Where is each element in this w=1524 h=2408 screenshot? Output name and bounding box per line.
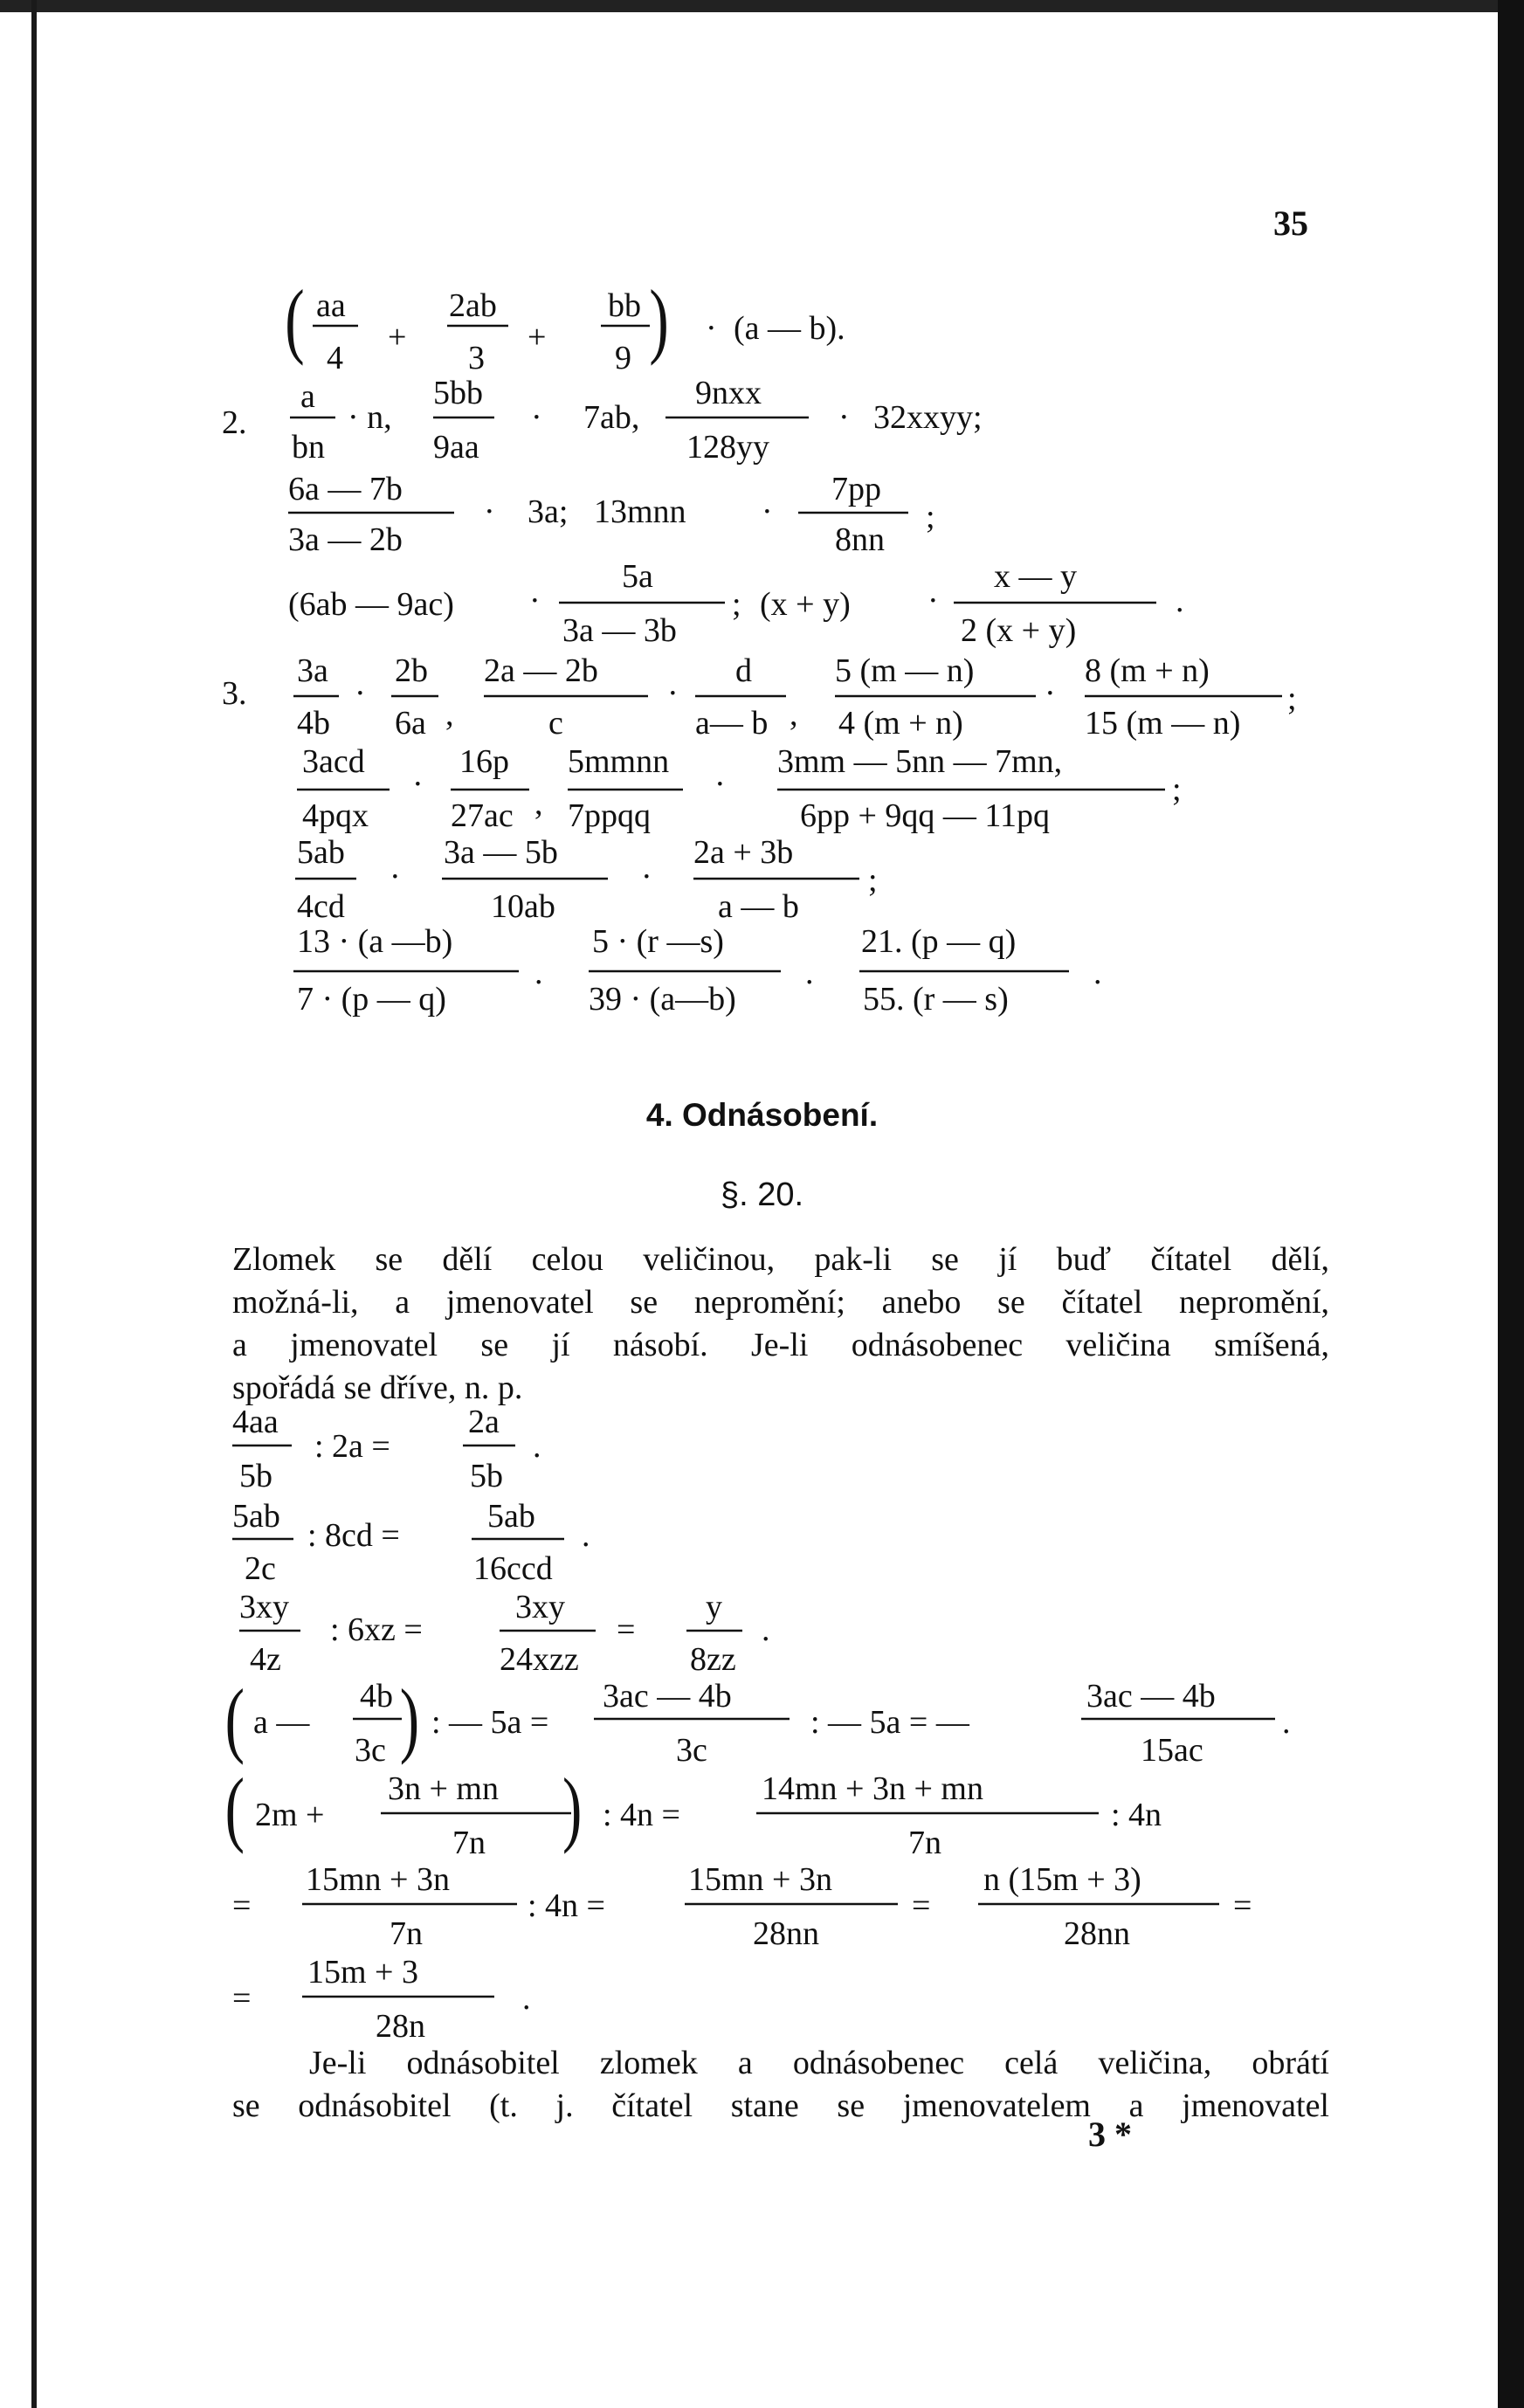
svg-text:14mn + 3n + mn: 14mn + 3n + mn [762,1770,983,1807]
example-1 [232,1404,541,1494]
svg-text:7pp: 7pp [831,471,881,507]
svg-text:13 · (a —b): 13 · (a —b) [297,923,453,960]
svg-text:: 4n =: : 4n = [603,1797,680,1833]
svg-text:7ppqq: 7ppqq [568,797,651,834]
svg-text:·: · [838,399,850,436]
svg-text:): ) [399,1672,420,1765]
svg-text:4: 4 [327,340,343,376]
paragraph-line: Je-li odnásobitel zlomek a odnásobenec celá veličina, obrátí [309,2045,1329,2081]
svg-text:bn: bn [292,429,325,466]
svg-text:13mnn: 13mnn [594,493,686,530]
svg-text:a: a [300,378,315,415]
example-7 [232,1954,531,2045]
svg-text:15 (m — n): 15 (m — n) [1085,705,1241,742]
svg-text:a— b: a— b [695,705,769,742]
svg-text:·: · [667,675,679,712]
svg-text:21. (p — q): 21. (p — q) [861,923,1017,960]
svg-text:.: . [805,955,814,991]
svg-text:·: · [529,583,541,619]
svg-text:9: 9 [615,340,631,376]
svg-text:;: ; [926,499,935,535]
svg-text:.: . [1176,583,1184,619]
svg-text:.: . [522,1980,531,2017]
svg-text:8 (m + n): 8 (m + n) [1085,652,1210,689]
svg-text:=: = [232,1887,252,1924]
svg-text:·: · [412,766,424,803]
svg-text:3a;: 3a; [528,493,569,530]
svg-text:· n,: · n, [348,399,392,436]
svg-text:3: 3 [468,340,485,376]
svg-text:4z: 4z [250,1641,281,1678]
svg-text:·: · [1045,675,1056,712]
svg-text:2ab: 2ab [449,287,497,324]
svg-text:6a: 6a [395,705,426,742]
svg-text:(6ab — 9ac): (6ab — 9ac) [288,586,454,623]
svg-text:5 (m — n): 5 (m — n) [835,652,975,689]
svg-text:: — 5a =: : — 5a = [431,1704,549,1741]
svg-text:2 (x + y): 2 (x + y) [961,612,1077,649]
svg-text:5b: 5b [470,1458,503,1494]
svg-text:7ab,: 7ab, [583,399,640,436]
svg-text:=: = [1233,1887,1252,1924]
paragraph-line: spořádá se dříve, n. p. [232,1370,523,1406]
svg-text:: 2a =: : 2a = [314,1428,390,1465]
paragraph-line: možná-li, a jmenovatel se nepromění; anebo se čítatel nepromění, [232,1284,1329,1321]
svg-text:.: . [534,955,543,991]
svg-text:2.: 2. [222,404,247,441]
svg-text:.: . [1093,955,1102,991]
svg-text:3a: 3a [297,652,328,689]
svg-text:·: · [714,766,726,803]
example-6 [232,1861,1252,1952]
svg-text:55. (r — s): 55. (r — s) [863,981,1009,1018]
signature-mark: 3 * [1088,2115,1132,2154]
svg-text:x — y: x — y [994,558,1077,595]
svg-text:2m +: 2m + [255,1797,325,1833]
svg-text:2a + 3b: 2a + 3b [693,834,794,871]
svg-text:4cd: 4cd [297,888,345,925]
svg-text:,: , [790,696,798,733]
svg-text:2b: 2b [395,652,428,689]
svg-text:5bb: 5bb [433,375,483,411]
svg-text:7n: 7n [452,1825,486,1861]
svg-text:: 6xz =: : 6xz = [330,1611,423,1648]
svg-text:8zz: 8zz [690,1641,736,1678]
page-number: 35 [1273,204,1308,243]
svg-text:·: · [706,310,717,347]
svg-text:28nn: 28nn [753,1915,819,1952]
svg-text:15mn + 3n: 15mn + 3n [306,1861,450,1898]
svg-text:6pp + 9qq — 11pq: 6pp + 9qq — 11pq [800,797,1051,834]
svg-text:): ) [562,1761,583,1854]
svg-text:3a — 3b: 3a — 3b [562,612,677,649]
svg-text:3xy: 3xy [239,1589,289,1625]
svg-text:3ac — 4b: 3ac — 4b [603,1678,732,1715]
svg-text:+: + [528,319,547,355]
svg-text:7n: 7n [390,1915,423,1952]
svg-text:15m + 3: 15m + 3 [307,1954,418,1991]
svg-text:y: y [706,1589,722,1625]
svg-text:·: · [390,859,401,895]
svg-text:7 · (p — q): 7 · (p — q) [297,981,446,1018]
example-4 [225,1672,1291,1769]
closing-paragraph [232,2042,1329,2128]
svg-text:3a — 2b: 3a — 2b [288,521,403,558]
svg-text:3.: 3. [222,675,247,712]
svg-text:5 · (r —s): 5 · (r —s) [592,923,724,960]
svg-text:10ab: 10ab [491,888,555,925]
svg-text:3c: 3c [676,1732,707,1769]
svg-text:(: ( [224,1672,245,1765]
svg-text:7n: 7n [908,1825,941,1861]
svg-text:5ab: 5ab [232,1498,280,1535]
svg-text:n (15m + 3): n (15m + 3) [983,1861,1141,1898]
svg-text:·: · [531,399,542,436]
svg-text:=: = [912,1887,931,1924]
svg-text:a —: a — [253,1704,310,1741]
example-3 [239,1589,770,1678]
svg-text:;: ; [1172,771,1182,808]
svg-text:15ac: 15ac [1141,1732,1203,1769]
svg-text:128yy: 128yy [686,429,769,466]
svg-text:.: . [1282,1704,1291,1741]
svg-text:28n: 28n [376,2008,425,2045]
svg-text:;: ; [1287,680,1297,717]
example-5 [225,1761,1162,1861]
svg-text:: — 5a = —: : — 5a = — [810,1704,969,1741]
svg-text:aa: aa [316,287,346,324]
paragraph-line: se odnásobitel (t. j. čítatel stane se jmenovatelem a jmenovatel [232,2087,1329,2124]
paragraph-line: Zlomek se dělí celou veličinou, pak-li se jí buď čítatel dělí, [232,1241,1329,1278]
svg-text:2a: 2a [468,1404,500,1440]
svg-text:(x + y): (x + y) [760,586,851,623]
svg-text:,: , [445,696,454,733]
svg-text:15mn + 3n: 15mn + 3n [688,1861,832,1898]
svg-text:;: ; [868,862,878,899]
svg-text:.: . [533,1428,541,1465]
svg-text:+: + [388,319,407,355]
svg-text:3ac — 4b: 3ac — 4b [1086,1678,1216,1715]
svg-text:4pqx: 4pqx [302,797,369,834]
svg-text:2c: 2c [245,1550,276,1587]
svg-text:·: · [928,583,939,619]
svg-text:·: · [355,675,366,712]
svg-text:3acd: 3acd [302,743,365,780]
svg-text:: 4n =: : 4n = [528,1887,605,1924]
svg-text:·: · [641,859,652,895]
svg-text:3a — 5b: 3a — 5b [444,834,558,871]
svg-text:5b: 5b [239,1458,272,1494]
svg-text:d: d [735,652,752,689]
svg-text:.: . [762,1611,770,1648]
svg-text:16ccd: 16ccd [473,1550,553,1587]
svg-text:.: . [582,1517,590,1554]
svg-text:,: , [534,785,543,822]
svg-text:16p: 16p [459,743,509,780]
svg-text:·: · [762,493,773,530]
svg-text:;: ; [732,586,741,623]
svg-text:bb: bb [608,287,641,324]
svg-text:5a: 5a [622,558,653,595]
svg-text:=: = [617,1611,636,1648]
svg-text:4 (m + n): 4 (m + n) [838,705,963,742]
svg-text:2a — 2b: 2a — 2b [484,652,598,689]
svg-text:(a — b).: (a — b). [734,310,845,347]
svg-text:5ab: 5ab [297,834,345,871]
svg-text:c: c [548,705,563,742]
section-heading: 4. Odnásobení. [645,1097,879,1133]
paragraph-number: §. 20. [720,1176,804,1213]
svg-text:a — b: a — b [718,888,799,925]
svg-text:4b: 4b [297,705,330,742]
svg-text:24xzz: 24xzz [500,1641,579,1678]
svg-text:(: ( [224,1761,245,1854]
svg-text:39 · (a—b): 39 · (a—b) [589,981,736,1018]
svg-text:): ) [649,273,669,366]
svg-text:9aa: 9aa [433,429,479,466]
svg-text:9nxx: 9nxx [695,375,762,411]
svg-text:3mm — 5nn — 7mn,: 3mm — 5nn — 7mn, [777,743,1063,780]
svg-text:6a — 7b: 6a — 7b [288,471,403,507]
svg-text:3c: 3c [355,1732,386,1769]
svg-text:·: · [484,493,495,530]
svg-text:(: ( [285,273,305,366]
svg-text:8nn: 8nn [835,521,885,558]
svg-text:28nn: 28nn [1064,1915,1130,1952]
example-2 [232,1498,590,1587]
paragraph-line: a jmenovatel se jí násobí. Je-li odnásobenec veličina smíšená, [232,1327,1329,1363]
svg-text:4aa: 4aa [232,1404,279,1440]
svg-text:3n + mn: 3n + mn [388,1770,499,1807]
svg-text:32xxyy;: 32xxyy; [873,399,983,436]
svg-text:5mmnn: 5mmnn [568,743,670,780]
svg-text:3xy: 3xy [515,1589,565,1625]
svg-text:: 8cd =: : 8cd = [307,1517,400,1554]
svg-text:5ab: 5ab [487,1498,535,1535]
svg-text:4b: 4b [360,1678,393,1715]
svg-text:=: = [232,1980,252,2017]
svg-text:: 4n: : 4n [1111,1797,1162,1833]
svg-text:27ac: 27ac [451,797,514,834]
